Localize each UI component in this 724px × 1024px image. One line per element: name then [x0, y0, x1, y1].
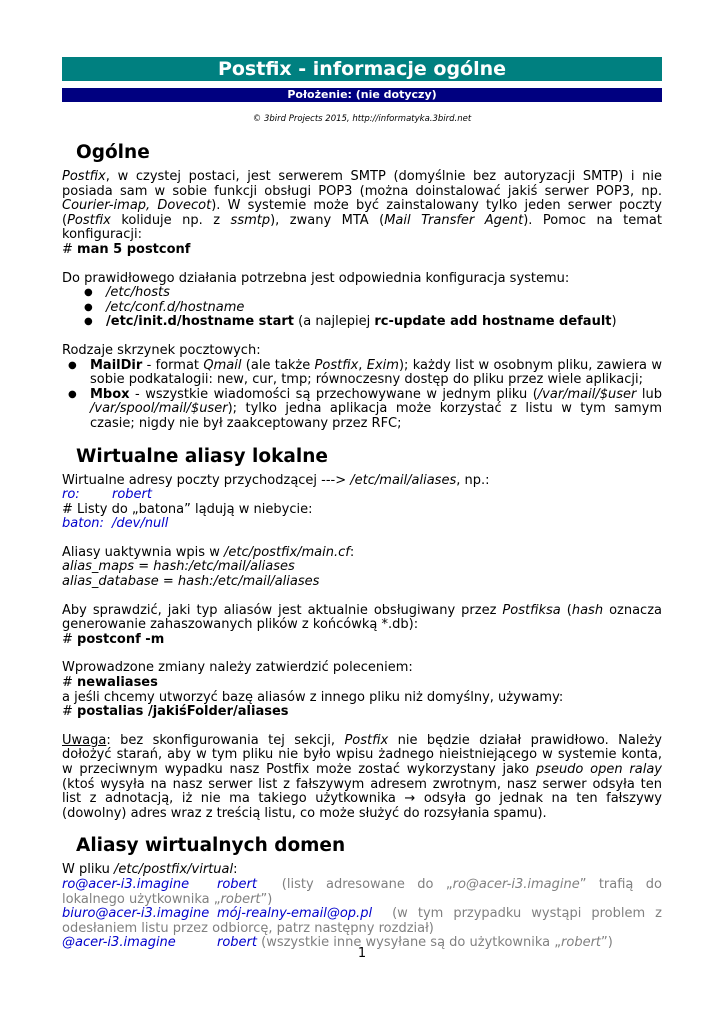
virtual-entry: ro@acer-i3.imagine robert (listy adresowane do „ro@acer-i3.imagine” trafią do lokalnego użytkownika „robert”)	[62, 876, 662, 907]
aliases-intro: Wirtualne adresy poczty przychodzącej ---> /etc/mail/aliases, np.:	[62, 472, 490, 488]
list-item: ● /etc/conf.d/hostname	[62, 301, 662, 316]
virtual-entry: biuro@acer-i3.imagine mój-realny-email@op.pl (w tym przypadku wystąpi problem z odesłaniem listu przez odbiorcę, patrz następny rozdział)	[62, 906, 667, 936]
alias-comment: # Listy do „batona” lądują w niebycie:	[62, 501, 313, 517]
alias-maps-line: alias_maps = hash:/etc/mail/aliases	[62, 559, 295, 575]
config-intro: Do prawidłowego działania potrzebna jest odpowiednia konfiguracja systemu:	[62, 270, 570, 286]
apply-line: Wprowadzone zmiany należy zatwierdzić poleceniem:	[62, 660, 413, 676]
config-list	[62, 286, 662, 330]
list-item: ● /etc/hosts	[62, 286, 662, 301]
copyright: © 3bird Projects 2015, http://informatyka.3bird.net	[252, 114, 472, 124]
other-file-line: a jeśli chcemy utworzyć bazę aliasów z innego pliku niż domyślny, używamy:	[62, 689, 564, 705]
activate-line: Aliasy uaktywnia wpis w /etc/postfix/main.cf:	[62, 544, 355, 560]
warning-paragraph: Uwaga: bez skonfigurowania tej sekcji, Postfix nie będzie działał prawidłowo. Należy dołożyć starań, aby w tym pliku nie było wpisu żadnego nieistniejącego w systemie konta, w przeciwnym wypadku nasz Postfix może zostać wykorzystany jako pseudo open ralay (ktoś wysyła na nasz serwer list z fałszywym adresem zwrotnym, nasz serwer odsyła ten list z adnotacją, iż nie ma takiego użytkownika → odsyła go jednak na ten fałszywy (dowolny) adres wraz z treścią listu, co może służyć do rozsyłania spamu).	[62, 732, 662, 821]
command-line: # newaliases	[62, 675, 158, 691]
virtual-intro: W pliku /etc/postfix/virtual:	[62, 862, 238, 878]
list-item: ● MailDir - format Qmail (ale także Postfix, Exim); każdy list w osobnym pliku, zawiera w sobie podkatalogii: new, cur, tmp; równoczesny dostęp do pliku przez wiele aplikacji;	[62, 359, 662, 388]
list-item: ● /etc/init.d/hostname start (a najlepiej rc-update add hostname default)	[62, 315, 662, 330]
intro-paragraph: Postfix, w czystej postaci, jest serwerem SMTP (domyślnie bez autoryzacji SMTP) i nie posiada sam w sobie funkcji obsługi POP3 (można doinstalować jakiś serwer POP3, np. Courier-imap, Dovecot). W systemie może być zainstalowany tylko jeden serwer poczty (Postfix koliduje np. z ssmtp), zwany MTA (Mail Transfer Agent). Pomoc na temat konfiguracji:	[62, 169, 662, 243]
document-body	[62, 140, 667, 951]
virtual-entry: @acer-i3.imagine robert (wszystkie inne wysyłane są do użytkownika „robert”)	[62, 935, 613, 951]
command-line: # postalias /jakiśFolder/aliases	[62, 704, 289, 720]
section-heading-general: Ogólne	[76, 142, 150, 163]
alias-database-line: alias_database = hash:/etc/mail/aliases	[62, 574, 320, 590]
location-bar: Położenie: (nie dotyczy)	[62, 88, 662, 102]
list-item: ● Mbox - wszystkie wiadomości są przechowywane w jednym pliku (/var/mail/$user lub /var/spool/mail/$user); tylko jedna aplikacja może korzystać z listu w tym samym czasie; nigdy nie był zaakceptowany przez RFC;	[62, 388, 662, 432]
alias-entry: baton: /dev/null	[62, 516, 169, 532]
section-heading-virtual-domains: Aliasy wirtualnych domen	[76, 835, 346, 857]
mailbox-list	[62, 359, 662, 432]
command-line: # man 5 postconf	[62, 241, 191, 257]
command-line: # postconf -m	[62, 631, 165, 647]
alias-entry: ro: robert	[62, 487, 152, 503]
page-title: Postfix - informacje ogólne	[62, 57, 662, 81]
section-heading-local-aliases: Wirtualne aliasy lokalne	[76, 445, 328, 467]
mailbox-intro: Rodzaje skrzynek pocztowych:	[62, 342, 261, 358]
check-paragraph: Aby sprawdzić, jaki typ aliasów jest aktualnie obsługiwany przez Postfiksa (hash oznacza generowanie zahaszowanych plików z końcówką *.db):	[62, 602, 662, 633]
page-number: 1	[357, 946, 367, 961]
